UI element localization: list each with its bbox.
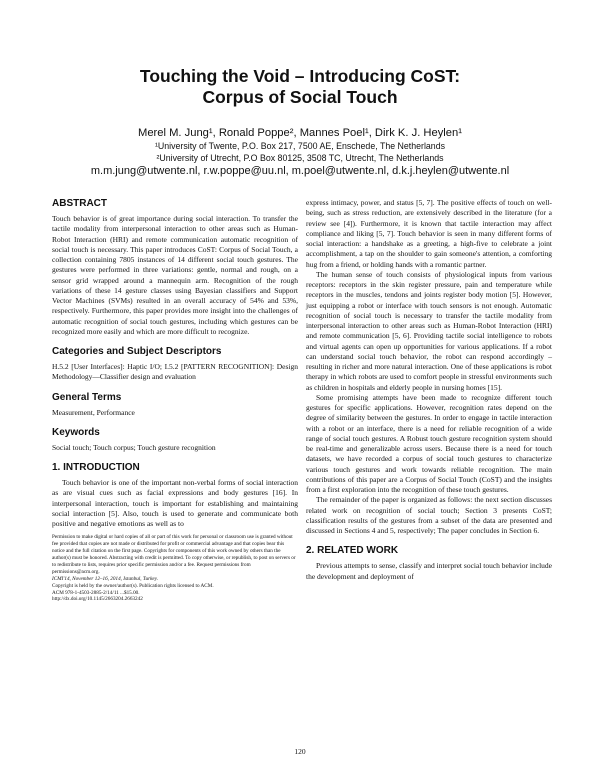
categories-heading: Categories and Subject Descriptors xyxy=(52,346,222,357)
copyright-notice: Copyright is held by the owner/author(s). Publication rights licensed to ACM. xyxy=(52,582,214,589)
keywords-text: Social touch; Touch corpus; Touch gesture recognition xyxy=(52,442,216,452)
conference-info: ICMI'14, November 12–16, 2014, Istanbul, Turkey. xyxy=(52,575,159,582)
related-work-heading: 2. RELATED WORK xyxy=(306,545,399,557)
intro-paragraph-4: The remainder of the paper is organized as follows: the next section discusses related work on recognition of social touch; Section 3 presents CoST; classification results of the gestures from a subset of the data are presented and discussed in Sections 4 and 5, respectively; The paper concludes in Section 6. xyxy=(306,495,552,535)
acm-isbn: ACM 978-1-4503-2885-2/14/11 ...$15.00. xyxy=(52,589,140,596)
intro-paragraph-continued: express intimacy, power, and status [5, 7]. The positive effects of touch on well-being, such as stress reduction, are extensively described in the literature (for a review see [4]). Furthermore, it is known that tactile interaction may affect compliance and liking [5, 7]. Touch behavior is seen in many different forms of social interaction: a handshake as a greeting, a high-five to celebrate a joint accomplishment, a tap on the shoulder to gain someone's attention, a comforting hug from a friend, or holding hands with a romantic partner. xyxy=(306,198,552,269)
related-work-text: Previous attempts to sense, classify and interpret social touch behavior include the development and deployment of xyxy=(306,561,552,581)
intro-paragraph-2: The human sense of touch consists of physiological inputs from various receptors: receptors in the skin register pressure, pain and temperature while receptors in the muscles, tendons and joints register body motion [5]. However, just equipping a robot or interface with touch sensors is not enough. Automatic recognition of social touch is necessary to transfer the tactile modality from interpersonal interaction to other areas such as Human-Robot Interaction (HRI) and remote communication [5, 6]. Providing tactile social intelligence to robots and virtual agents can open up opportunities for various applications. If a robot can understand social touch behavior, the robot can respond accordingly – resulting in richer and more natural interaction. One of these applications is robot therapy in which robots are used to comfort people in stressful environments such as children in hospitals and elderly people in nursing homes [15]. xyxy=(306,269,552,392)
doi-link: http://dx.doi.org/10.1145/2663204.2663242 xyxy=(52,596,143,603)
intro-paragraph-3: Some promising attempts have been made to recognize different touch gestures for specific applications. However, recognition rates depend on the degree of similarity between the gestures. In order to engage in tactile interaction with a robot or an interface, there is a need for reliable recognition of a wide range of social touch gestures. A Robust touch gesture recognition system should be real-time and generalizable across users. Because there is a need for touch datasets, we have recorded a corpus of social touch gestures to characterize various touch gestures and work towards reliable recognition. The main contributions of this paper are a Corpus of Social Touch (CoST) and the insights from a first exploration into the recognition of these touch gestures. xyxy=(306,392,552,494)
keywords-heading: Keywords xyxy=(52,426,100,438)
paper-title xyxy=(40,66,560,108)
title-line-2: Corpus of Social Touch xyxy=(202,87,398,107)
author-emails: m.m.jung@utwente.nl, r.w.poppe@uu.nl, m.poel@utwente.nl, d.k.j.heylen@utwente.nl xyxy=(90,165,510,177)
categories-text: H.5.2 [User Interfaces]: Haptic I/O; I.5.2 [PATTERN RECOGNITION]: Design Methodology—Classifier design and evaluation xyxy=(52,362,298,382)
affiliation-twente: ¹University of Twente, P.O. Box 217, 7500 AE, Enschede, The Netherlands xyxy=(155,141,445,151)
general-terms-heading: General Terms xyxy=(52,391,122,403)
permission-notice: Permission to make digital or hard copies of all or part of this work for personal or classroom use is granted without fee provided that copies are not made or distributed for profit or commercial advantage and that copies bear this notice and the full citation on the first page. Copyrights for components of this work owned by others than the author(s) must be honored. Abstracting with credit is permitted. To copy otherwise, or republish, to post on servers or to redistribute to lists, requires prior specific permission and/or a fee. Request permissions from permissions@acm.org. xyxy=(52,534,296,575)
introduction-text: Touch behavior is one of the important non-verbal forms of social interaction as are visual cues such as facial expressions and body gestures [16]. In interpersonal interaction, touch is important for establishing and maintaining social interaction [5]. Also, touch is used to generate and communicate both positive and negative emotions as well as to xyxy=(52,478,298,528)
left-column xyxy=(52,198,298,603)
abstract-heading: ABSTRACT xyxy=(52,198,107,209)
general-terms-text: Measurement, Performance xyxy=(52,407,135,417)
page-number: 120 xyxy=(294,747,306,756)
right-column xyxy=(306,198,552,582)
copyright-footnote xyxy=(52,534,298,603)
title-line-1: Touching the Void – Introducing CoST: xyxy=(139,66,461,86)
abstract-text: Touch behavior is of great importance during social interaction. To transfer the tactile modality from interpersonal interaction to other areas such as Human-Robot Interaction (HRI) and remote communication automatic recognition of social touch is necessary. This paper introduces CoST: Corpus of Social Touch, a collection containing 7805 instances of 14 different social touch gestures. The gestures were performed in three variations: gentle, normal and rough, on a sensor grid wrapped around a mannequin arm. Recognition of the rough variations of these 14 gesture classes using Bayesian classifiers and Support Vector Machines (SVMs) resulted in an overall accuracy of 54% and 53%, respectively. Furthermore, this paper provides more insight into the challenges of automatic recognition of social touch gestures, including which gestures can be recognized more easily and which are more difficult to recognize. xyxy=(52,214,298,336)
introduction-heading: 1. INTRODUCTION xyxy=(52,462,140,473)
affiliation-utrecht: ²University of Utrecht, P.O Box 80125, 3508 TC, Utrecht, The Netherlands xyxy=(156,153,444,163)
author-list: Merel M. Jung¹, Ronald Poppe², Mannes Poel¹, Dirk K. J. Heylen¹ xyxy=(138,127,462,139)
